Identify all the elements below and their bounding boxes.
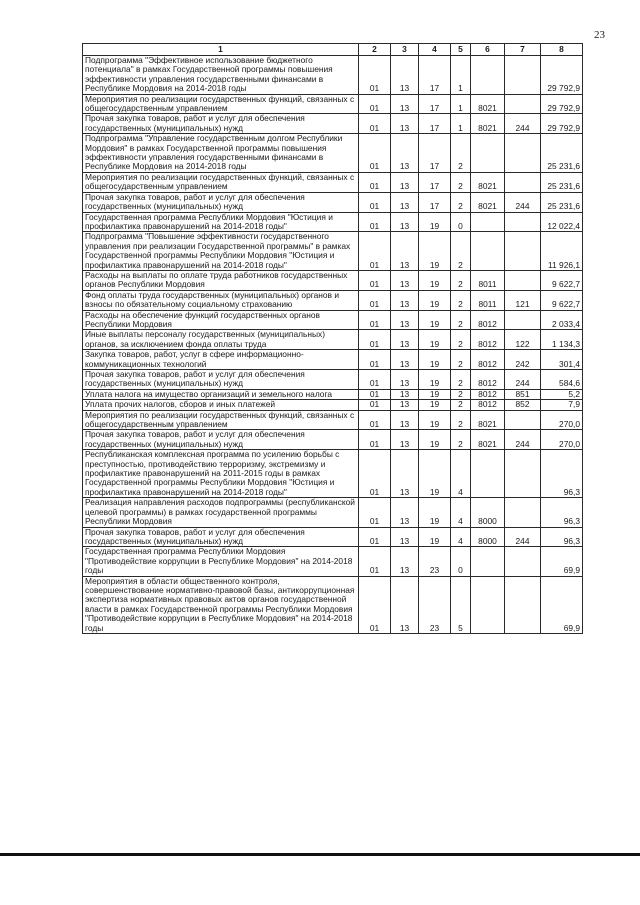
row-code-program: 19: [419, 232, 451, 271]
row-code-subsection: 13: [391, 94, 419, 114]
row-amount: 12 022,4: [541, 212, 583, 232]
budget-table: [82, 43, 583, 634]
row-code-direction: 8000: [471, 527, 505, 547]
row-amount: 9 622,7: [541, 290, 583, 310]
row-name: Прочая закупка товаров, работ и услуг для обеспечения государственных (муниципальных) нужд: [83, 370, 359, 390]
row-code-direction: [471, 134, 505, 173]
row-amount: 29 792,9: [541, 56, 583, 95]
table-row: [83, 547, 583, 576]
row-code-section: 01: [359, 270, 391, 290]
row-code-expense-type: [505, 498, 541, 527]
row-name: Подпрограмма "Повышение эффективности государственного управления при реализации Государственной программы" в рамках Государственной программы Республики Мордовия "Юстиция и профилактика правонарушений на 2014-2018 годы": [83, 232, 359, 271]
row-code-direction: 8011: [471, 290, 505, 310]
row-code-section: 01: [359, 310, 391, 330]
row-code-subprogram: 4: [451, 450, 471, 498]
table-row: [83, 172, 583, 192]
row-code-program: 19: [419, 389, 451, 399]
table-row: [83, 94, 583, 114]
header-row: [83, 44, 583, 56]
row-code-direction: 8012: [471, 400, 505, 410]
row-code-direction: 8000: [471, 498, 505, 527]
table-row: [83, 400, 583, 410]
row-code-subprogram: 2: [451, 290, 471, 310]
row-code-program: 19: [419, 450, 451, 498]
row-code-expense-type: [505, 576, 541, 633]
table-row: [83, 134, 583, 173]
row-code-direction: 8012: [471, 330, 505, 350]
row-code-expense-type: [505, 310, 541, 330]
row-code-subsection: 13: [391, 172, 419, 192]
row-code-direction: [471, 232, 505, 271]
row-code-subsection: 13: [391, 192, 419, 212]
row-name: Прочая закупка товаров, работ и услуг для обеспечения государственных (муниципальных) нужд: [83, 114, 359, 134]
scan-edge-bar: [0, 853, 640, 856]
row-code-program: 17: [419, 172, 451, 192]
table-row: [83, 370, 583, 390]
row-name: Реализация направления расходов подпрограммы (республиканской целевой программы) в рамках государственной программы Республики Мордовия: [83, 498, 359, 527]
row-name: Мероприятия по реализации государственных функций, связанных с общегосударственным управлением: [83, 94, 359, 114]
row-code-subsection: 13: [391, 389, 419, 399]
row-amount: 270,0: [541, 430, 583, 450]
row-code-subprogram: 4: [451, 498, 471, 527]
row-code-subprogram: 0: [451, 212, 471, 232]
row-code-section: 01: [359, 232, 391, 271]
row-code-expense-type: 121: [505, 290, 541, 310]
row-name: Прочая закупка товаров, работ и услуг для обеспечения государственных (муниципальных) нужд: [83, 430, 359, 450]
row-code-subsection: 13: [391, 212, 419, 232]
table-row: [83, 430, 583, 450]
row-code-subsection: 13: [391, 498, 419, 527]
row-code-direction: 8021: [471, 114, 505, 134]
header-col-1: 1: [83, 44, 359, 56]
row-name: Мероприятия в области общественного контроля, совершенствование нормативно-правовой базы, антикоррупционная экспертиза нормативных правовых актов органов государственной власти в рамках Государственной программы Республики Мордовия "Противодействие коррупции в Республике Мордовия" на 2014-2018 годы: [83, 576, 359, 633]
row-code-subsection: 13: [391, 547, 419, 576]
row-code-subprogram: 2: [451, 270, 471, 290]
row-code-program: 19: [419, 330, 451, 350]
table-row: [83, 192, 583, 212]
row-code-subsection: 13: [391, 310, 419, 330]
row-code-program: 17: [419, 192, 451, 212]
row-amount: 2 033,4: [541, 310, 583, 330]
row-code-subsection: 13: [391, 350, 419, 370]
row-amount: 25 231,6: [541, 172, 583, 192]
row-code-direction: 8011: [471, 270, 505, 290]
row-amount: 5,2: [541, 389, 583, 399]
row-code-expense-type: [505, 450, 541, 498]
row-code-expense-type: [505, 232, 541, 271]
row-code-program: 19: [419, 400, 451, 410]
table-row: [83, 330, 583, 350]
row-code-expense-type: [505, 56, 541, 95]
page-number: 23: [594, 29, 605, 41]
row-name: Прочая закупка товаров, работ и услуг для обеспечения государственных (муниципальных) нужд: [83, 527, 359, 547]
row-code-subprogram: 2: [451, 134, 471, 173]
row-code-expense-type: [505, 94, 541, 114]
row-code-direction: 8021: [471, 94, 505, 114]
row-amount: 7,9: [541, 400, 583, 410]
row-code-section: 01: [359, 192, 391, 212]
row-amount: 584,6: [541, 370, 583, 390]
row-amount: 69,9: [541, 547, 583, 576]
row-name: Уплата налога на имущество организаций и земельного налога: [83, 389, 359, 399]
row-code-expense-type: [505, 270, 541, 290]
row-code-expense-type: 244: [505, 430, 541, 450]
row-code-subsection: 13: [391, 370, 419, 390]
row-code-program: 17: [419, 114, 451, 134]
row-code-program: 19: [419, 212, 451, 232]
row-code-direction: 8021: [471, 410, 505, 430]
row-amount: 29 792,9: [541, 94, 583, 114]
row-code-subsection: 13: [391, 576, 419, 633]
row-code-section: 01: [359, 330, 391, 350]
row-name: Мероприятия по реализации государственных функций, связанных с общегосударственным управлением: [83, 410, 359, 430]
row-code-subsection: 13: [391, 270, 419, 290]
row-code-subprogram: 2: [451, 350, 471, 370]
row-code-program: 19: [419, 527, 451, 547]
row-code-program: 19: [419, 350, 451, 370]
row-name: Расходы на выплаты по оплате труда работников государственных органов Республики Мордовия: [83, 270, 359, 290]
row-code-subprogram: 2: [451, 172, 471, 192]
row-code-subsection: 13: [391, 330, 419, 350]
row-code-direction: [471, 576, 505, 633]
row-name: Закупка товаров, работ, услуг в сфере информационно-коммуникационных технологий: [83, 350, 359, 370]
table-body: [83, 56, 583, 634]
row-code-section: 01: [359, 527, 391, 547]
row-code-section: 01: [359, 56, 391, 95]
row-code-section: 01: [359, 350, 391, 370]
row-name: Иные выплаты персоналу государственных (муниципальных) органов, за исключением фонда оплаты труда: [83, 330, 359, 350]
row-code-expense-type: [505, 410, 541, 430]
row-amount: 1 134,3: [541, 330, 583, 350]
row-code-subprogram: 2: [451, 310, 471, 330]
row-code-subprogram: 2: [451, 400, 471, 410]
row-name: Фонд оплаты труда государственных (муниципальных) органов и взносы по обязательному социальному страхованию: [83, 290, 359, 310]
table-row: [83, 576, 583, 633]
row-code-program: 19: [419, 410, 451, 430]
row-code-subsection: 13: [391, 430, 419, 450]
row-amount: 25 231,6: [541, 192, 583, 212]
row-code-subprogram: 1: [451, 114, 471, 134]
table-row: [83, 270, 583, 290]
row-code-expense-type: 242: [505, 350, 541, 370]
row-code-direction: 8012: [471, 389, 505, 399]
row-code-direction: 8012: [471, 310, 505, 330]
row-name: Государственная программа Республики Мордовия "Юстиция и профилактика правонарушений на 2014-2018 годы": [83, 212, 359, 232]
row-code-expense-type: 852: [505, 400, 541, 410]
row-amount: 270,0: [541, 410, 583, 430]
row-code-direction: 8021: [471, 172, 505, 192]
table-row: [83, 232, 583, 271]
header-col-3: 3: [391, 44, 419, 56]
row-code-program: 17: [419, 94, 451, 114]
header-col-2: 2: [359, 44, 391, 56]
row-code-subsection: 13: [391, 400, 419, 410]
row-code-subsection: 13: [391, 232, 419, 271]
row-code-program: 17: [419, 134, 451, 173]
row-code-section: 01: [359, 290, 391, 310]
table-row: [83, 56, 583, 95]
row-code-subprogram: 2: [451, 430, 471, 450]
row-code-expense-type: 122: [505, 330, 541, 350]
row-code-subprogram: 2: [451, 389, 471, 399]
row-code-program: 19: [419, 498, 451, 527]
row-code-direction: 8021: [471, 192, 505, 212]
row-code-section: 01: [359, 370, 391, 390]
row-amount: 25 231,6: [541, 134, 583, 173]
row-name: Государственная программа Республики Мордовия "Противодействие коррупции в Республике Мордовия" на 2014-2018 годы: [83, 547, 359, 576]
row-code-section: 01: [359, 576, 391, 633]
row-code-subprogram: 2: [451, 192, 471, 212]
row-code-program: 19: [419, 310, 451, 330]
row-code-direction: 8012: [471, 370, 505, 390]
row-amount: 96,3: [541, 498, 583, 527]
header-col-5: 5: [451, 44, 471, 56]
row-code-section: 01: [359, 410, 391, 430]
row-code-program: 19: [419, 370, 451, 390]
row-name: Мероприятия по реализации государственных функций, связанных с общегосударственным управлением: [83, 172, 359, 192]
row-name: Подпрограмма "Управление государственным долгом Республики Мордовия" в рамках Государственной программы повышения эффективности управления государственными финансами в Республике Мордовия на 2014-2018 годы: [83, 134, 359, 173]
row-code-program: 19: [419, 290, 451, 310]
row-code-section: 01: [359, 430, 391, 450]
row-code-direction: [471, 212, 505, 232]
table-row: [83, 450, 583, 498]
row-code-section: 01: [359, 172, 391, 192]
table-row: [83, 114, 583, 134]
row-code-subprogram: 0: [451, 547, 471, 576]
row-amount: 9 622,7: [541, 270, 583, 290]
row-code-direction: [471, 450, 505, 498]
row-name: Уплата прочих налогов, сборов и иных платежей: [83, 400, 359, 410]
row-code-subsection: 13: [391, 450, 419, 498]
row-name: Прочая закупка товаров, работ и услуг для обеспечения государственных (муниципальных) нужд: [83, 192, 359, 212]
row-code-section: 01: [359, 389, 391, 399]
row-code-subprogram: 4: [451, 527, 471, 547]
row-code-subprogram: 2: [451, 330, 471, 350]
row-code-section: 01: [359, 94, 391, 114]
row-amount: 96,3: [541, 450, 583, 498]
row-code-section: 01: [359, 114, 391, 134]
row-code-subprogram: 2: [451, 232, 471, 271]
row-amount: 69,9: [541, 576, 583, 633]
row-code-subprogram: 5: [451, 576, 471, 633]
header-col-4: 4: [419, 44, 451, 56]
row-amount: 96,3: [541, 527, 583, 547]
row-code-subsection: 13: [391, 114, 419, 134]
row-code-section: 01: [359, 498, 391, 527]
row-amount: 301,4: [541, 350, 583, 370]
table-row: [83, 410, 583, 430]
row-code-expense-type: 244: [505, 370, 541, 390]
row-code-section: 01: [359, 450, 391, 498]
row-code-direction: 8021: [471, 430, 505, 450]
row-amount: 29 792,9: [541, 114, 583, 134]
header-col-6: 6: [471, 44, 505, 56]
row-name: Подпрограмма "Эффективное использование бюджетного потенциала" в рамках Государственной программы повышения эффективности управления государственными финансами в Республике Мордовия на 2014-2018 годы: [83, 56, 359, 95]
row-code-subsection: 13: [391, 56, 419, 95]
row-code-program: 17: [419, 56, 451, 95]
row-code-section: 01: [359, 134, 391, 173]
row-code-program: 19: [419, 430, 451, 450]
table-row: [83, 498, 583, 527]
row-code-expense-type: [505, 212, 541, 232]
row-code-subprogram: 2: [451, 370, 471, 390]
row-code-subsection: 13: [391, 290, 419, 310]
row-code-subsection: 13: [391, 410, 419, 430]
row-code-direction: [471, 547, 505, 576]
row-code-section: 01: [359, 400, 391, 410]
header-col-7: 7: [505, 44, 541, 56]
row-code-expense-type: 244: [505, 192, 541, 212]
row-code-direction: [471, 56, 505, 95]
header-col-8: 8: [541, 44, 583, 56]
row-code-section: 01: [359, 547, 391, 576]
row-code-expense-type: 244: [505, 527, 541, 547]
row-amount: 11 926,1: [541, 232, 583, 271]
row-code-subsection: 13: [391, 527, 419, 547]
table-row: [83, 212, 583, 232]
row-code-program: 23: [419, 547, 451, 576]
table-row: [83, 310, 583, 330]
table-row: [83, 389, 583, 399]
row-code-expense-type: [505, 172, 541, 192]
row-code-expense-type: [505, 134, 541, 173]
row-code-expense-type: 851: [505, 389, 541, 399]
row-name: Расходы на обеспечение функций государственных органов Республики Мордовия: [83, 310, 359, 330]
table-row: [83, 290, 583, 310]
row-code-direction: 8012: [471, 350, 505, 370]
row-code-expense-type: [505, 547, 541, 576]
row-code-subprogram: 2: [451, 410, 471, 430]
row-code-section: 01: [359, 212, 391, 232]
row-code-subprogram: 1: [451, 56, 471, 95]
row-code-expense-type: 244: [505, 114, 541, 134]
row-code-subsection: 13: [391, 134, 419, 173]
row-name: Республиканская комплексная программа по усилению борьбы с преступностью, противодействию терроризму, экстремизму и профилактике правонарушений на 2011-2015 годы в рамках Государственной программы Республики Мордовия "Юстиция и профилактика правонарушений на 2014-2018 годы": [83, 450, 359, 498]
table-row: [83, 527, 583, 547]
row-code-program: 23: [419, 576, 451, 633]
row-code-subprogram: 1: [451, 94, 471, 114]
row-code-program: 19: [419, 270, 451, 290]
table-row: [83, 350, 583, 370]
